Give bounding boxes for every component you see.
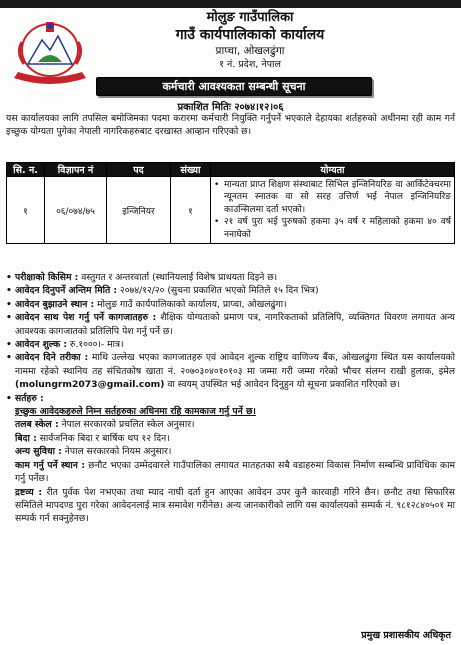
cell-post: इन्जिनियर <box>107 177 171 244</box>
intro-paragraph: यस कार्यालयका लागि तपसिल बमोजिमका पदमा करारमा कर्मचारी नियुक्ति गर्नुपर्ने भएकाले देहायका शर्तहरुको अधीनमा रही काम गर्न इच्छुक योग्यता पुगेका नेपाली नागरिकहरुबाट दरखास्त आव्हान गरिएको छ। <box>6 113 455 138</box>
deadline: • आवेदन दिनुपर्ने अन्तिम मिति : २०७४/१२/२० (सुचना प्रकाशित भएको मितिले १५ दिन भित्र) <box>6 284 455 297</box>
col-header-count: संख्या <box>171 163 211 177</box>
table-row <box>7 177 455 244</box>
col-header-ad-no: विज्ञापन नं <box>45 163 107 177</box>
col-header-post: पद <box>107 163 171 177</box>
office-name: गाउँ कार्यपालिकाको कार्यालय <box>175 27 325 43</box>
table-header-row <box>7 163 455 177</box>
application-method: • आवेदन दिने तरीका : माथि उल्लेख भएका कागजातहरु एवं आवेदन शुल्क राष्ट्रिय वाणिज्य बैंक, ओखलढुंगा स्थित यस कार्यालयको नाममा रहेको स्थानिय तह संचितकोष खाता नं. २०७०३०४०१०१०३ मा जम्मा गरी जम्मा गरेको भौचर संलग्न राखी हुलाक, इमेल (molungrm2073@gmail.com) वा स्वयम् उपस्थित भई आवेदन दिनुहुन यो सूचना प्रकाशित गरिएको छ। <box>6 351 455 391</box>
conditions-heading: • सर्तहरु : <box>6 392 455 405</box>
leave-policy: बिदा : सार्वजनिक बिदा र बार्षिक थप १२ दिन। <box>15 432 170 444</box>
exam-type: • परीक्षाको किसिम : वस्तुगत र अन्तरवार्ता (स्थानियलाई विशेष प्राथयता दिइने छ। <box>6 271 455 284</box>
application-fee: • आवेदन शुल्क : रु.१०००।- मात्र। <box>6 338 455 351</box>
col-header-sn: सि. न. <box>7 163 45 177</box>
notice-title: कर्मचारी आवश्यकता सम्बन्धी सूचना <box>96 77 372 96</box>
published-date: प्रकाशित मितिः २०७४।१२।०६ <box>177 102 284 113</box>
cell-ad-no: ०६/०७४/७५ <box>45 177 107 244</box>
required-documents: • आवेदन साथ पेश गर्नु पर्ने कागजातहरु : शैक्षिक योग्यताको प्रमाण पत्र, नागरिकताको प्रतिलिपि, व्यक्तिगत विवरण लगायत अन्य आवश्यक कागजातको प्रतिलिपि पेश गर्नु पर्ने छ। <box>6 311 455 338</box>
col-header-qualification: योग्यता <box>211 163 455 177</box>
vacancy-table <box>6 162 455 244</box>
top-scan-strip <box>0 0 461 8</box>
work-location: काम गर्नु पर्ने स्थान : छनौट भएका उम्मेदवारले गाउँपालिका लगायत मातहतका सबै वडाहरुमा विकास निर्माण सम्बन्धि प्राविधिक काम गर्नु पर्नेछ। <box>15 459 455 485</box>
submission-place: • आवेदन बुझाउने स्थान : मोलुङ गाउँ कार्यपालिकाको कार्यालय, प्राप्चा, ओखलढुंगा। <box>6 298 455 311</box>
nepal-emblem-icon <box>8 12 92 86</box>
cell-qualification <box>211 177 455 244</box>
other-benefits: अन्य सुविधा : नेपाल सरकारको नियम अनुसार। <box>15 446 172 458</box>
office-header <box>100 10 400 71</box>
qualification-item: • मान्यता प्राप्त शिक्षण संस्थाबाट सिभिल इन्जिनियरिङ वा आर्किटेक्चरमा न्यूनतम स्नातक वा सो सरह उत्तिर्ण भई नेपाल इन्जिनियरिङ काउन्सिलमा दर्ता भएको। <box>214 179 451 216</box>
cell-count: १ <box>171 177 211 244</box>
contact-email: (molungrm2073@gmail.com) <box>15 379 165 391</box>
conditions-intro: इच्छुक आवेदकहरुले निम्न सर्तहरुका अधिनमा रहि कामकाज गर्नु पर्ने छ। <box>15 406 256 418</box>
qualification-item: • २१ वर्ष पुरा भई पुरुषको हकमा ३५ वर्ष र महिलाको हकमा ४० वर्ष ननाघेको <box>214 216 451 241</box>
cell-sn: १ <box>7 177 45 244</box>
office-address: प्राप्चा, ओखलढुंगा <box>215 45 285 57</box>
salary-scale: तलब स्केल : नेपाल सरकारको प्रचलित स्केल अनुसार। <box>15 419 195 431</box>
signature-title: प्रमुख प्रशासकीय अधिकृत <box>361 630 451 641</box>
note: द्रष्टव्य : रीत पुर्वक पेश नभएका तथा म्याद नाघी दर्ता हुन आएका आवेदन उपर कुनै कारवाही गरिने छैन। छनौट तथा सिफारिस समितिले मापदण्ड पुरा गरेका आवेदनलाई मात्र समावेश गरीनेछ। अन्य जानकारीको लागि यस कार्यालयको सम्पर्क नं. ९८१२८४०५०१ मा सम्पर्क गर्न सक्नुहेनछ। <box>15 486 456 525</box>
details-section <box>6 271 455 526</box>
province-line: १ नं. प्रदेश, नेपाल <box>219 59 281 70</box>
municipality-name: मोलुङ गाउँपालिका <box>206 10 294 25</box>
